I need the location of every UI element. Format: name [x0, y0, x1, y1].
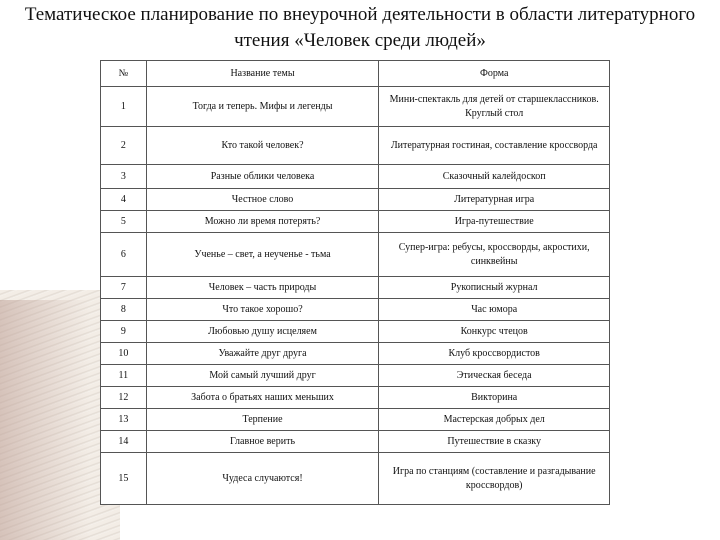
- row-number: 6: [101, 233, 147, 277]
- row-form: Рукописный журнал: [379, 277, 610, 299]
- row-topic: Ученье – свет, а неученье - тьма: [146, 233, 379, 277]
- table-row: [101, 343, 610, 365]
- row-topic: Тогда и теперь. Мифы и легенды: [146, 87, 379, 127]
- row-topic: Можно ли время потерять?: [146, 211, 379, 233]
- title-line-1: Тематическое планирование по внеурочной деятельности в области литературного: [24, 4, 696, 25]
- row-topic: Что такое хорошо?: [146, 299, 379, 321]
- row-number: 14: [101, 431, 147, 453]
- row-topic: Кто такой человек?: [146, 127, 379, 165]
- planning-table: [100, 60, 610, 505]
- table-row: [101, 211, 610, 233]
- row-number: 10: [101, 343, 147, 365]
- row-form: Викторина: [379, 387, 610, 409]
- row-form: Супер-игра: ребусы, кроссворды, акростихи, синквейны: [379, 233, 610, 277]
- book-shadow-decoration: [0, 300, 90, 540]
- row-form: Мастерская добрых дел: [379, 409, 610, 431]
- table-row: [101, 321, 610, 343]
- table-row: [101, 189, 610, 211]
- table-row: [101, 165, 610, 189]
- table-row: [101, 299, 610, 321]
- row-number: 7: [101, 277, 147, 299]
- table-row: [101, 233, 610, 277]
- row-form: Игра-путешествие: [379, 211, 610, 233]
- page-title: [0, 2, 720, 54]
- row-number: 5: [101, 211, 147, 233]
- row-form: Мини-спектакль для детей от старшеклассников. Круглый стол: [379, 87, 610, 127]
- table-row: [101, 365, 610, 387]
- row-number: 1: [101, 87, 147, 127]
- row-form: Конкурс чтецов: [379, 321, 610, 343]
- row-topic: Честное слово: [146, 189, 379, 211]
- table-row: [101, 277, 610, 299]
- row-form: Этическая беседа: [379, 365, 610, 387]
- table-row: [101, 127, 610, 165]
- row-topic: Любовью душу исцеляем: [146, 321, 379, 343]
- row-form: Час юмора: [379, 299, 610, 321]
- header-form: Форма: [379, 61, 610, 87]
- row-number: 11: [101, 365, 147, 387]
- title-line-2: чтения «Человек среди людей»: [234, 30, 486, 51]
- row-topic: Терпение: [146, 409, 379, 431]
- table-row: [101, 409, 610, 431]
- row-number: 13: [101, 409, 147, 431]
- row-topic: Разные облики человека: [146, 165, 379, 189]
- row-form: Путешествие в сказку: [379, 431, 610, 453]
- header-topic: Название темы: [146, 61, 379, 87]
- row-topic: Человек – часть природы: [146, 277, 379, 299]
- row-form: Литературная игра: [379, 189, 610, 211]
- row-topic: Чудеса случаются!: [146, 453, 379, 505]
- header-number: №: [101, 61, 147, 87]
- row-number: 8: [101, 299, 147, 321]
- table-row: [101, 431, 610, 453]
- row-number: 9: [101, 321, 147, 343]
- row-number: 12: [101, 387, 147, 409]
- table-row: [101, 453, 610, 505]
- row-number: 15: [101, 453, 147, 505]
- table-header-row: [101, 61, 610, 87]
- row-topic: Забота о братьях наших меньших: [146, 387, 379, 409]
- row-form: Литературная гостиная, составление кроссворда: [379, 127, 610, 165]
- row-number: 3: [101, 165, 147, 189]
- row-topic: Мой самый лучший друг: [146, 365, 379, 387]
- row-form: Клуб кроссвордистов: [379, 343, 610, 365]
- row-form: Сказочный калейдоскоп: [379, 165, 610, 189]
- row-topic: Уважайте друг друга: [146, 343, 379, 365]
- row-topic: Главное верить: [146, 431, 379, 453]
- table-row: [101, 87, 610, 127]
- row-number: 2: [101, 127, 147, 165]
- row-form: Игра по станциям (составление и разгадывание кроссвордов): [379, 453, 610, 505]
- table-row: [101, 387, 610, 409]
- row-number: 4: [101, 189, 147, 211]
